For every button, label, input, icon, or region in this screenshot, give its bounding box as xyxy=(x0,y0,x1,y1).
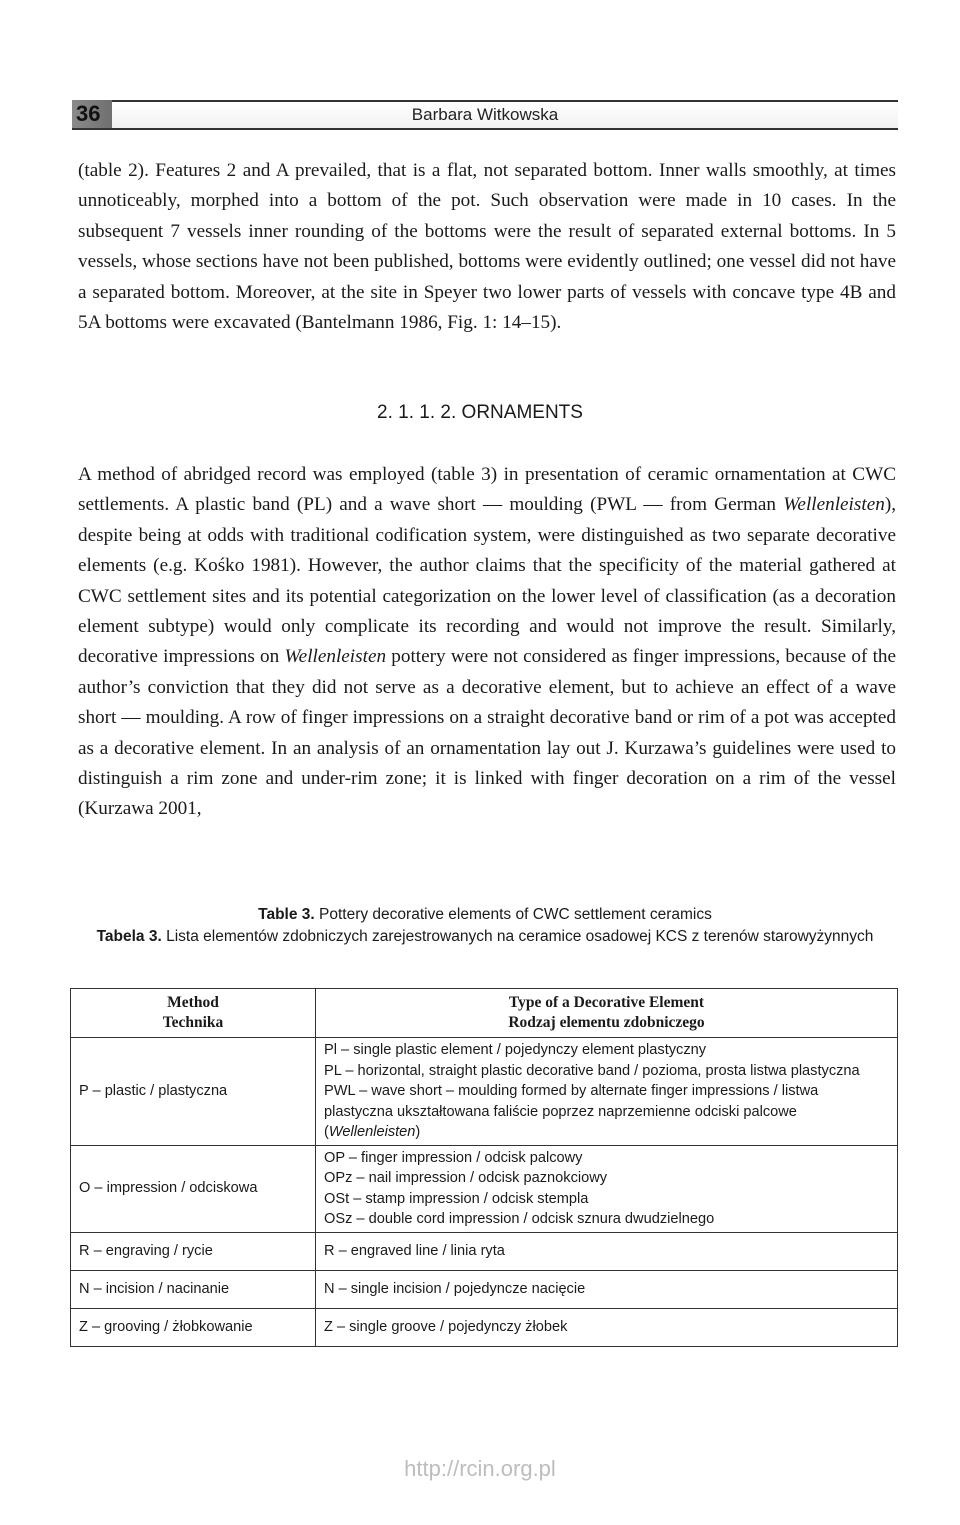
caption-polish xyxy=(90,926,880,948)
table-row xyxy=(71,1270,898,1308)
paragraph-bottoms xyxy=(78,156,896,338)
paragraph-text: (table 2). Features 2 and A prevailed, that is a flat, not separated bottom. Inner walls smoothly, at times unnoticeably, morphed into a bottom of the pot. Such observation were made in 10 cases. In the subsequent 7 vessels inner rounding of the bottoms were the result of separated external bottoms. In 5 vessels, whose sections have not been published, bottoms were evidently outlined; one vessel did not have a separated bottom. Moreover, at the site in Speyer two lower parts of vessels with concave type 4B and 5A bottoms were excavated (Bantelmann 1986, Fig. 1: 14–15). xyxy=(78,160,896,334)
text-run: ), despite being at odds with traditional codification system, were distinguished as two separate decorative elements (e.g. Kośko 1981). However, the author claims that the specificity of the material gathered at CWC settlement sites and its potential categorization on the lower level of classification (as a decoration element subtype) would only complicate its recording and would not improve the result. Similarly, decorative impressions on xyxy=(78,494,896,668)
paragraph-ornaments xyxy=(78,460,896,825)
types-cell xyxy=(316,1038,898,1146)
running-head-author: Barbara Witkowska xyxy=(411,105,559,124)
method-cell: P – plastic / plastyczna xyxy=(71,1038,316,1146)
text-run: PWL – wave short – moulding formed by alternate finger impressions / listwa plastyczna ukształtowana faliście poprzez naprzemienne odciski palcowe ( xyxy=(324,1083,819,1140)
italic-term: Wellenleisten xyxy=(328,1124,416,1140)
header-method xyxy=(71,989,316,1038)
method-cell: O – impression / odciskowa xyxy=(71,1145,316,1232)
caption-label: Tabela 3. xyxy=(96,928,162,945)
table-row xyxy=(71,1145,898,1232)
header-type xyxy=(316,989,898,1038)
table-row xyxy=(71,1232,898,1270)
paragraph-text xyxy=(78,460,896,825)
types-cell xyxy=(316,1145,898,1232)
type-line: OP – finger impression / odcisk palcowy xyxy=(324,1149,583,1166)
table-header-row xyxy=(71,989,898,1038)
caption-label: Table 3. xyxy=(258,906,315,923)
running-header xyxy=(72,100,898,130)
types-cell: R – engraved line / linia ryta xyxy=(316,1232,898,1270)
type-line xyxy=(324,1081,889,1143)
types-cell: N – single incision / pojedyncze nacięcie xyxy=(316,1270,898,1308)
italic-term: Wellenleisten xyxy=(783,494,885,516)
method-cell: R – engraving / rycie xyxy=(71,1232,316,1270)
table-caption xyxy=(90,904,880,948)
method-cell: N – incision / nacinanie xyxy=(71,1270,316,1308)
type-line: PL – horizontal, straight plastic decorative band / pozioma, prosta listwa plastyczna xyxy=(324,1062,860,1079)
decorative-elements-table xyxy=(70,988,898,1347)
type-line: Pl – single plastic element / pojedynczy element plastyczny xyxy=(324,1042,707,1058)
table-row xyxy=(71,1308,898,1346)
text-run: pottery were not considered as finger impressions, because of the author’s conviction that they did not serve as a decorative element, but to achieve an effect of a wave short — moulding. A row of finger impressions on a straight decorative band or rim of a pot was accepted as a decorative element. In an analysis of an ornamentation lay out J. Kurzawa’s guidelines were used to distinguish a rim zone and under-rim zone; it is linked with finger decoration on a rim of the vessel (Kurzawa 2001, xyxy=(78,646,897,820)
caption-text: Pottery decorative elements of CWC settlement ceramics xyxy=(314,906,712,923)
caption-english xyxy=(90,904,880,926)
footer-url: http://rcin.org.pl xyxy=(404,1456,556,1481)
table-row xyxy=(71,1038,898,1146)
text-run: ) xyxy=(415,1124,421,1140)
page-number: 36 xyxy=(72,100,112,128)
types-cell: Z – single groove / pojedynczy żłobek xyxy=(316,1308,898,1346)
type-line: OPz – nail impression / odcisk paznokciowy xyxy=(324,1170,608,1186)
header-text: Type of a Decorative Element xyxy=(508,993,705,1011)
section-heading: 2. 1. 1. 2. ORNAMENTS xyxy=(377,402,583,423)
type-line: OSz – double cord impression / odcisk sznura dwudzielnego xyxy=(324,1211,715,1227)
header-text: Method xyxy=(167,993,219,1011)
text-run: A method of abridged record was employed (table 3) in presentation of ceramic ornamentation at CWC settlements. A plastic band (PL) and a wave short — moulding (PWL — from German xyxy=(78,464,896,516)
method-cell: Z – grooving / żłobkowanie xyxy=(71,1308,316,1346)
header-text: Technika xyxy=(162,1014,224,1031)
caption-text: Lista elementów zdobniczych zarejestrowanych na ceramice osadowej KCS z terenów starowyżynnych xyxy=(161,928,874,945)
italic-term: Wellenleisten xyxy=(284,646,387,668)
header-text: Rodzaj elementu zdobniczego xyxy=(508,1014,705,1031)
type-line: OSt – stamp impression / odcisk stempla xyxy=(324,1190,589,1207)
